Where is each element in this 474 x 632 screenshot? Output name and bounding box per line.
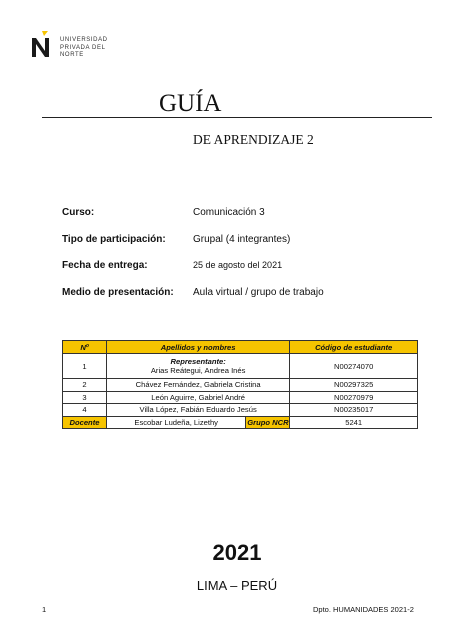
header-code: Código de estudiante xyxy=(290,341,418,354)
row-number: 2 xyxy=(63,379,107,392)
row-number: 3 xyxy=(63,391,107,404)
medio-value: Aula virtual / grupo de trabajo xyxy=(193,287,324,298)
logo-line-1: UNIVERSIDAD xyxy=(60,37,108,43)
row-number: 1 xyxy=(63,354,107,379)
year: 2021 xyxy=(212,540,262,565)
docente-row xyxy=(63,416,418,429)
header-names: Apellidos y nombres xyxy=(106,341,289,354)
logo-text xyxy=(60,37,130,60)
grupo-ncr-value: 5241 xyxy=(290,416,418,429)
medio-label: Medio de presentación: xyxy=(62,287,174,298)
row-code: N00274070 xyxy=(290,354,418,379)
table-row xyxy=(63,354,418,379)
table-row xyxy=(63,379,418,392)
row-name: Villa López, Fabián Eduardo Jesús xyxy=(106,404,289,417)
page-title: GUÍA xyxy=(159,90,222,117)
city-country: LIMA – PERÚ xyxy=(196,578,278,593)
title-divider xyxy=(42,117,432,118)
tipo-label: Tipo de participación: xyxy=(62,234,166,245)
department-footer: Dpto. HUMANIDADES 2021-2 xyxy=(313,605,414,614)
docente-label: Docente xyxy=(63,416,107,429)
header-number: Nº xyxy=(63,341,107,354)
grupo-ncr-label: Grupo NCR xyxy=(247,417,289,427)
fecha-label: Fecha de entrega: xyxy=(62,260,148,271)
row-name-cell xyxy=(106,354,289,379)
row-code: N00235017 xyxy=(290,404,418,417)
table-row xyxy=(63,391,418,404)
row-code: N00297325 xyxy=(290,379,418,392)
row-name: Arias Reátegui, Andrea Inés xyxy=(150,366,246,375)
row-code: N00270979 xyxy=(290,391,418,404)
row-name: Chávez Fernández, Gabriela Cristina xyxy=(106,379,289,392)
table-header-row xyxy=(63,341,418,354)
representante-label: Representante: xyxy=(170,357,226,366)
curso-value: Comunicación 3 xyxy=(193,207,265,218)
logo-line-2: PRIVADA DEL NORTE xyxy=(60,44,106,58)
curso-label: Curso: xyxy=(62,207,95,218)
page-subtitle: DE APRENDIZAJE 2 xyxy=(193,132,314,147)
row-name: León Aguirre, Gabriel André xyxy=(106,391,289,404)
table-row xyxy=(63,404,418,417)
page-number: 1 xyxy=(42,605,47,614)
row-number: 4 xyxy=(63,404,107,417)
fecha-value: 25 de agosto del 2021 xyxy=(193,260,283,270)
university-logo xyxy=(30,30,130,60)
tipo-value: Grupal (4 integrantes) xyxy=(193,234,291,245)
upn-logo-icon xyxy=(30,30,52,58)
students-table xyxy=(62,340,418,429)
docente-value: Escobar Ludeña, Lizethy xyxy=(106,416,246,429)
